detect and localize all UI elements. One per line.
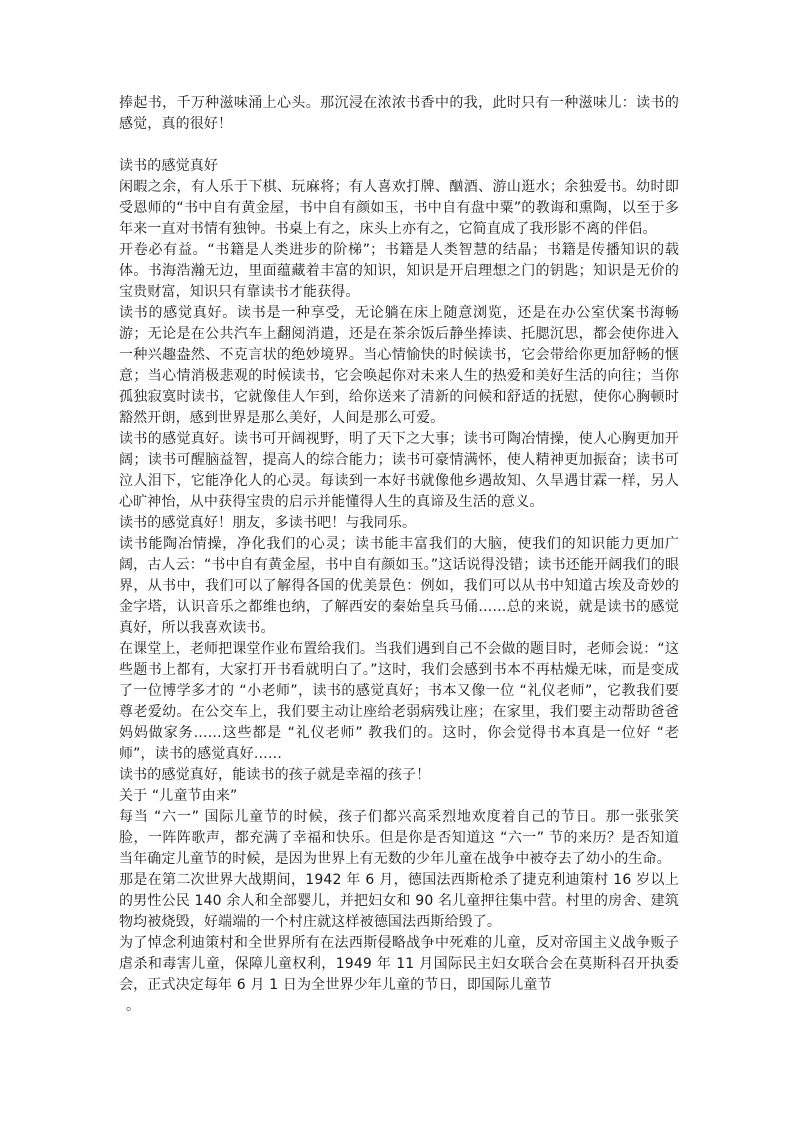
body-paragraph: 每当 “六一” 国际儿童节的时候，孩子们都兴高采烈地欢度着自己的节日。那一张张笑脸，一阵阵歌声，都充满了幸福和快乐。但是你是否知道这 “六一” 节的来历？是否知道当年确定儿童节的时候，是因为世界上有无数的少年儿童在战争中被夺去了幼小的生命。 [119, 809, 679, 867]
section-title-childrens-day: 关于 “儿童节由来” [119, 788, 238, 804]
intro-paragraph: 捧起书，千万种滋味涌上心头。那沉浸在浓浓书香中的我，此时只有一种滋味儿：读书的感觉，真的很好！ [119, 95, 679, 132]
document-body [119, 93, 679, 1017]
body-paragraph: 读书的感觉真好。读书可开阔视野，明了天下之大事；读书可陶冶情操，使人心胸更加开阔；读书可醒脑益智，提高人的综合能力；读书可豪情满怀，使人精神更加振奋；读书可泣人泪下，它能净化人的心灵。每读到一本好书就像他乡遇故知、久旱遇甘霖一样，另人心旷神怡，从中获得宝贵的启示并能懂得人生的真谛及生活的意义。 [119, 431, 679, 510]
body-paragraph: 读书的感觉真好。读书是一种享受，无论躺在床上随意浏览，还是在办公室伏案书海畅游；无论是在公共汽车上翻阅消遣，还是在茶余饭后静坐捧读、托腮沉思，都会使你进入一种兴趣盎然、不克言状的绝妙境界。当心情愉快的时候读书，它会带给你更加舒畅的惬意；当心情消极悲观的时候读书，它会唤起你对未来人生的热爱和美好生活的向往；当你孤独寂寞时读书，它就像佳人乍到，给你送来了清新的问候和舒适的抚慰，使你心胸顿时豁然开朗，感到世界是那么美好，人间是那么可爱。 [119, 305, 679, 426]
closing-punctuation: 。 [126, 998, 141, 1014]
section-title: 读书的感觉真好 [119, 158, 219, 174]
body-paragraph: 读书的感觉真好！朋友，多读书吧！与我同乐。 [119, 515, 417, 531]
body-paragraph: 闲暇之余，有人乐于下棋、玩麻将；有人喜欢打牌、酗酒、游山逛水；余独爱书。幼时即受恩师的“书中自有黄金屋，书中自有颜如玉，书中自有盘中粟”的教诲和熏陶，以至于多年来一直对书情有独钟。书桌上有之，床头上亦有之，它简直成了我形影不离的伴侣。 [119, 179, 679, 237]
body-paragraph: 那是在第二次世界大战期间，1942 年 6 月，德国法西斯枪杀了捷克利迪策村 16 岁以上的男性公民 140 余人和全部婴儿，并把妇女和 90 名儿童押往集中营。村里的房舍、建筑物均被烧毁，好端端的一个村庄就这样被德国法西斯给毁了。 [119, 872, 679, 930]
body-paragraph: 读书的感觉真好，能读书的孩子就是幸福的孩子！ [119, 767, 431, 783]
body-paragraph: 读书能陶冶情操，净化我们的心灵；读书能丰富我们的大脑，使我们的知识能力更加广阔，古人云：“书中自有黄金屋，书中自有颜如玉。”这话说得没错；读书还能开阔我们的眼界，从书中，我们可以了解得各国的优美景色：例如，我们可以从书中知道古埃及奇妙的金字塔，认识音乐之都维也纳，了解西安的秦始皇兵马俑……总的来说，就是读书的感觉真好，所以我喜欢读书。 [119, 536, 679, 636]
body-paragraph: 在课堂上，老师把课堂作业布置给我们。当我们遇到自己不会做的题目时，老师会说：“这些题书上都有，大家打开书看就明白了。”这时，我们会感到书本不再枯燥无味，而是变成了一位博学多才的 “小老师”，读书的感觉真好；书本又像一位 “礼仪老师”，它教我们要尊老爱幼。在公交车上，我们要主动让座给老弱病残让座；在家里，我们要主动帮助爸爸妈妈做家务……这些都是 “礼仪老师” 教我们的。这时，你会觉得书本真是一位好 “老师”，读书的感觉真好…… [119, 641, 679, 762]
blank-line [119, 135, 679, 156]
body-paragraph: 为了悼念利迪策村和全世界所有在法西斯侵略战争中死难的儿童，反对帝国主义战争贩子虐杀和毒害儿童，保障儿童权利，1949 年 11 月国际民主妇女联合会在莫斯科召开执委会，正式决定每年 6 月 1 日为全世界少年儿童的节日，即国际儿童节 [119, 935, 679, 993]
body-paragraph: 开卷必有益。“书籍是人类进步的阶梯”；书籍是人类智慧的结晶；书籍是传播知识的载体。书海浩瀚无边，里面蕴藏着丰富的知识，知识是开启理想之门的钥匙；知识是无价的宝贵财富，知识只有靠读书才能获得。 [119, 242, 679, 300]
